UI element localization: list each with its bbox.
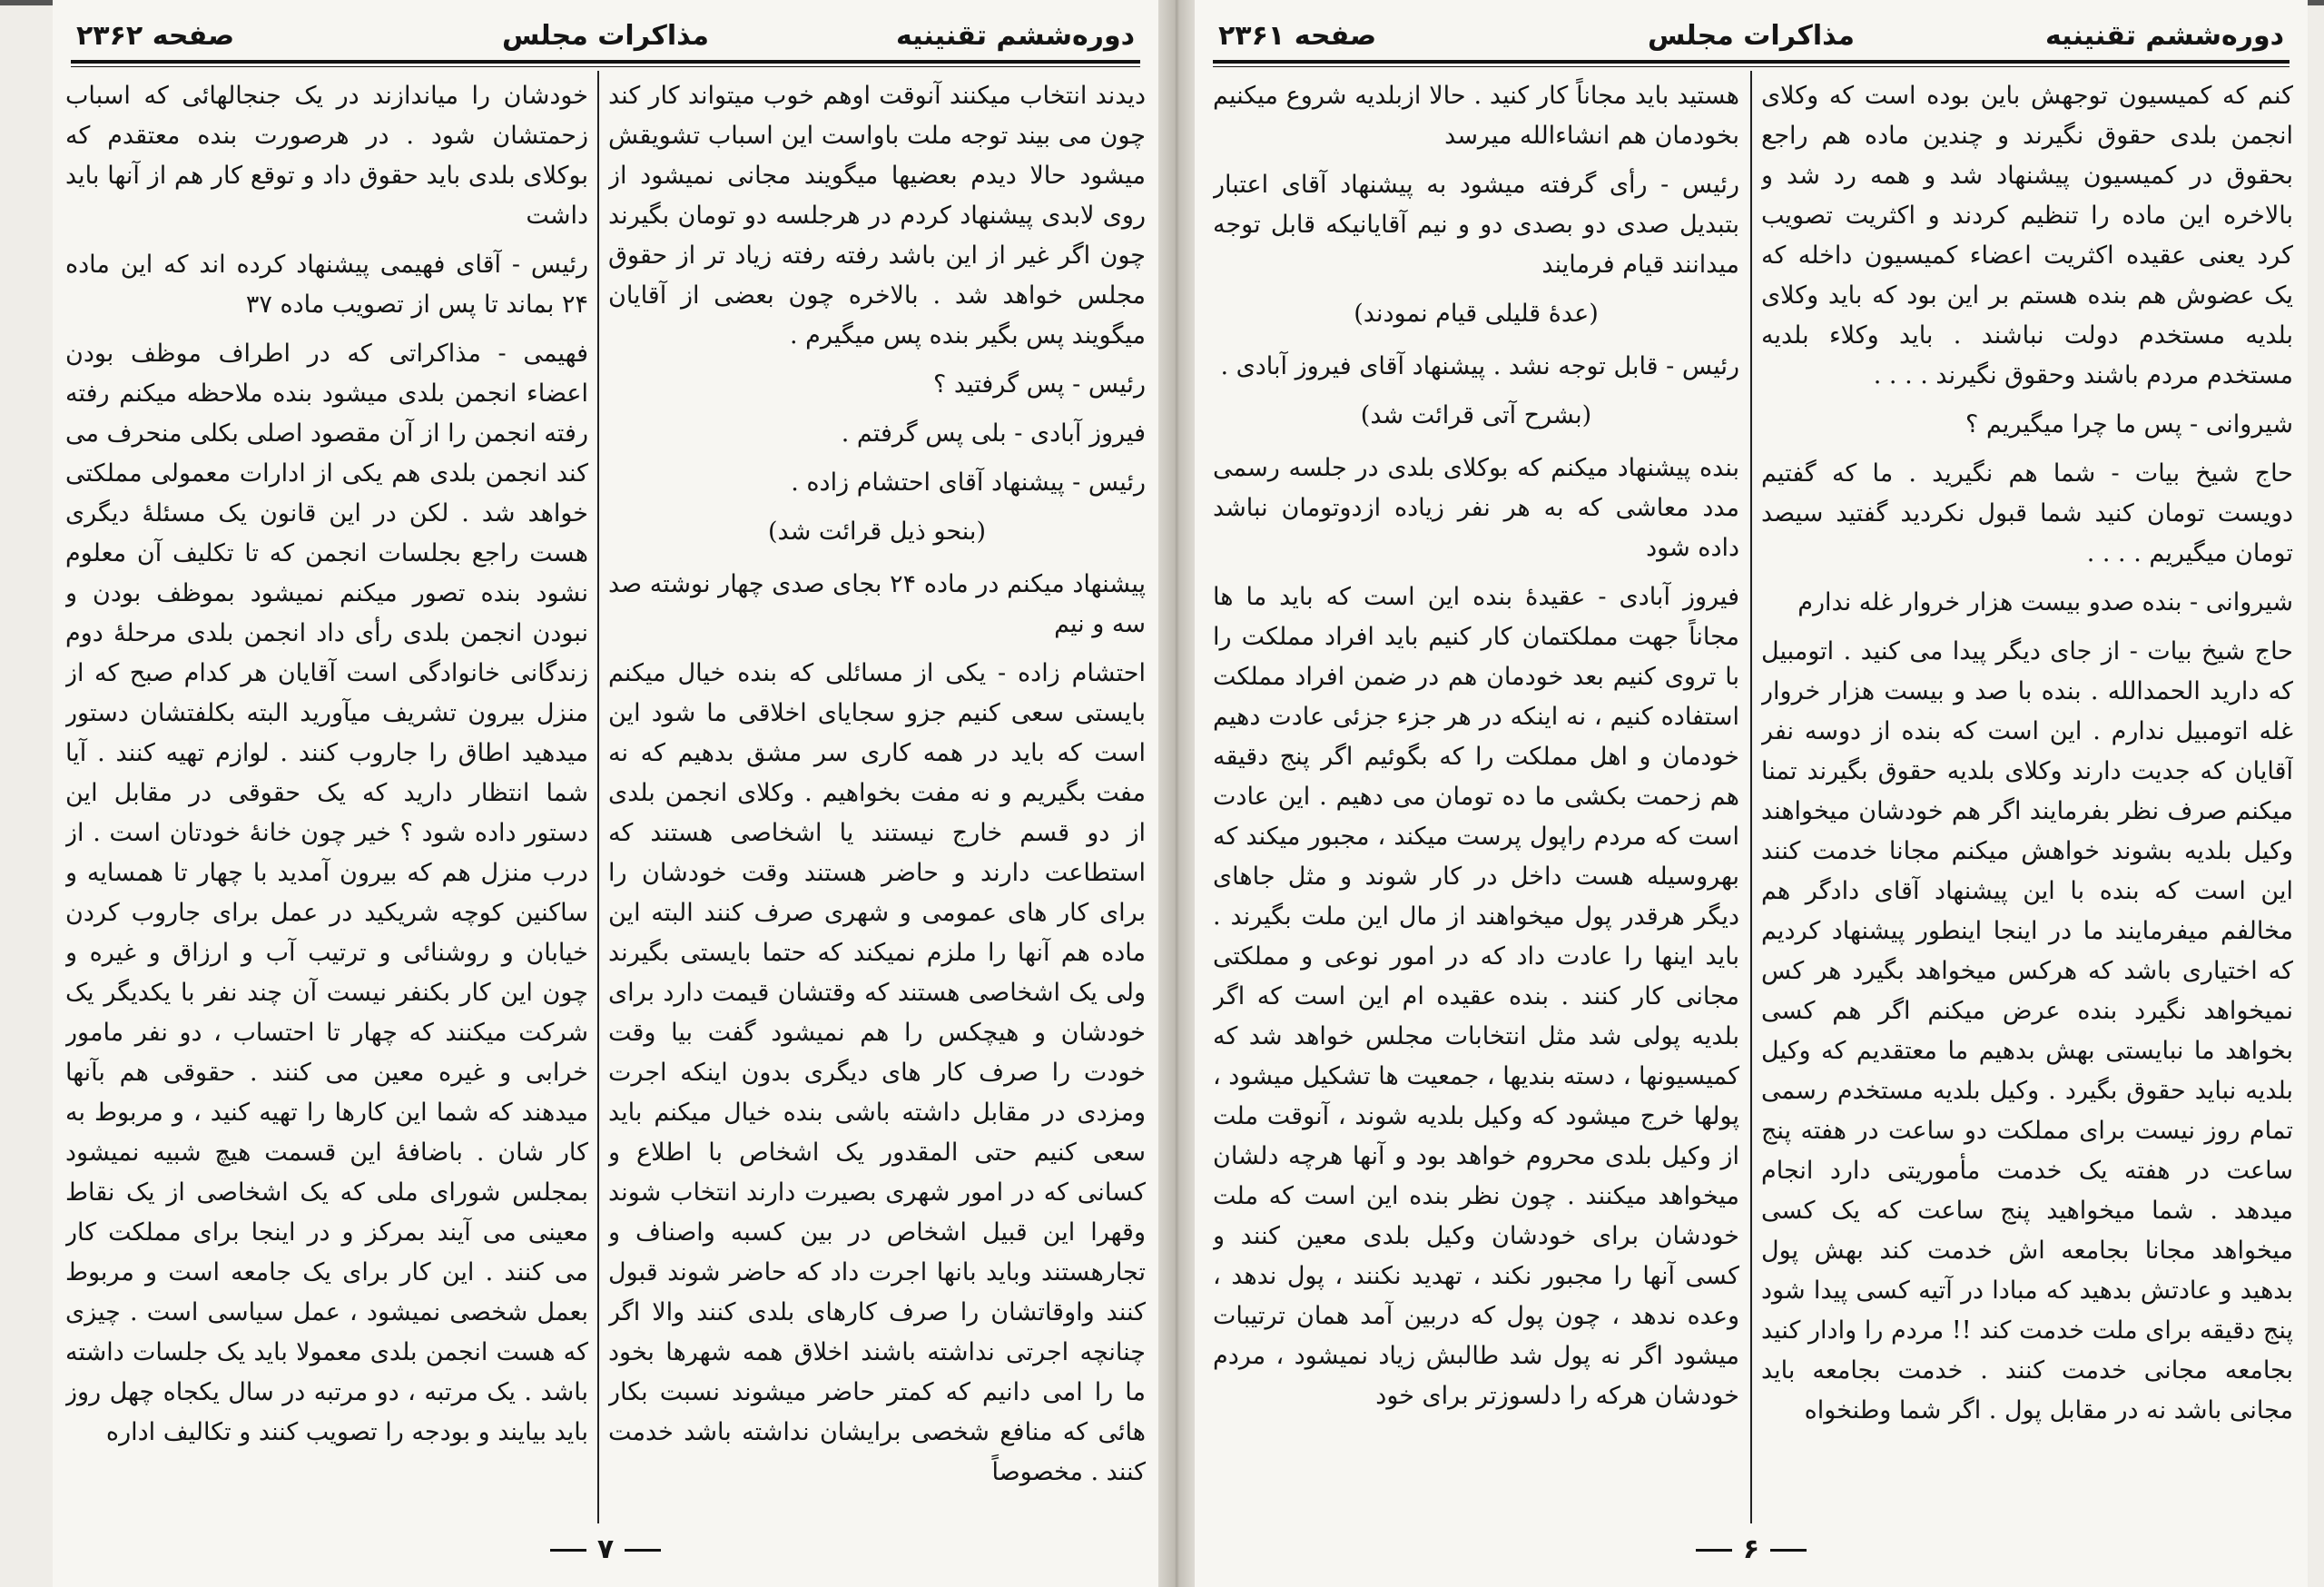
right-page-journal: دوره‌ششم تقنینیه bbox=[2044, 20, 2284, 52]
paragraph: بنده پیشنهاد میکنم که بوکلای بلدی در جلسه رسمی مدد معاشی که به هر نفر زیاده ازدوتومان نباشد داده شود bbox=[1213, 454, 1739, 562]
footer-dash bbox=[1696, 1549, 1732, 1552]
paragraph: رئیس - پیشنهاد آقای احتشام زاده . bbox=[791, 468, 1146, 497]
paragraph: رئیس - پس گرفتید ؟ bbox=[933, 370, 1146, 399]
paragraph: دیدند انتخاب میکنند آنوقت اوهم خوب میتواند کار کند چون می بیند توجه ملت باواست این اسباب تشویقش میشود حالا دیدم بعضیها میگویند مجانی نمیشود از روی لابدی پیشنهاد کردم در هرجلسه دو تومان بگیرند چون اگر غیر از این باشد رفته رفته زیاد تر از حقوق مجلس خواهد شد . بالاخره چون بعضی از آقایان میگویند پس بگیر بنده پس میگیرم . bbox=[608, 82, 1146, 350]
right-page-header bbox=[1213, 16, 2290, 58]
right-page-column-left bbox=[1213, 76, 1739, 1520]
paragraph: فهیمی - مذاکراتی که در اطراف موظف بودن اعضاء انجمن بلدی میشود بنده ملاحظه میکنم رفته رفته انجمن را از آن مقصود اصلی بکلی منحرف می کند انجمن بلدی هم یکی از ادارات معمولی مملکتی خواهد شد . لکن در این قانون یک مسئلهٔ دیگری هست راجع بجلسات انجمن که تا تکلیف آن معلوم نشود بنده تصور میکنم نمیشود بموظف بودن و نبودن انجمن بلدی رأی داد انجمن بلدی مرحلهٔ دوم زندگانی خانوادگی است آقایان هر کدام صبح که از منزل بیرون تشریف میآورید البته بکلفتشان دستور میدهید اطاق را جاروب کنند . لوازم تهیه کنند . آیا شما انتظار دارید که یک حقوقی در مقابل این دستور داده شود ؟ خیر چون خانهٔ خودتان است . از درب منزل هم که بیرون آمدید با چهار تا همسایه و ساکنین کوچه شریکید در عمل برای جاروب کردن خیابان و روشنائی و ترتیب آب و ارزاق و غیره و چون این کار بکنفر نیست آن چند نفر با یکدیگر یک شرکت میکنند که چهار تا احتساب ، دو نفر مامور خرابی و غیره معین می کنند . حقوقی هم بآنها میدهند که شما این کارها را تهیه کنید ، و مربوط به کار شان . باضافهٔ این قسمت هیچ شبیه نمیشود بمجلس شورای ملی که یک اشخاصی از یک نقاط معینی می آیند بمرکز و در اینجا برای مملکت کار می کنند . این کار برای یک جامعه است و مربوط بعمل شخصی نمیشود ، عمل سیاسی است . چیزی که هست انجمن بلدی معمولا باید یک جلسات داشته باشد . یک مرتبه ، دو مرتبه در سال یکجاه چهل روز باید بیایند و بودجه را تصویب کنند و تکالیف اداره bbox=[65, 340, 588, 1446]
right-page-title: مذاکرات مجلس bbox=[1647, 20, 1856, 52]
paragraph: حاج شیخ بیات - از جای دیگر پیدا می کنید . اتومبیل که دارید الحمدالله . بنده با صد و بیست هزار خروار غله اتومبیل ندارم . این است که بنده از دوسه نفر آقایان که جدیت دارند وکلای بلدیه حقوق بگیرند تمنا میکنم صرف نظر بفرمایند اگر هم خودشان میخواهند وکیل بلدیه بشوند خواهش میکنم مجانا خدمت کنند این است که بنده با این پیشنهاد آقای دادگر هم مخالفم میفرمایند ما در اینجا اینطور پیشنهاد کردیم که اختیاری باشد که هرکس میخواهد بگیرد هر کس نمیخواهد نگیرد بنده عرض میکنم اگر هم کسی بخواهد ما نبایستی بهش بدهیم ما معتقدیم که وکیل بلدیه نباید حقوق بگیرد . وکیل بلدیه مستخدم رسمی تمام روز نیست برای مملکت دو ساعت در هفته پنج ساعت در هفته یک خدمت مأموریتی دارد انجام میدهد . شما میخواهید پنج ساعت که یک کسی میخواهد مجانا بجامعه اش خدمت کند بهش پول بدهید و عادتش بدهید که مبادا در آتیه کسی پیدا شود پنج دقیقه برای ملت خدمت کند !! مردم را وادار کنید بجامعه مجانی خدمت کنند . خدمت بجامعه باید مجانی باشد نه در مقابل پول . اگر شما وطنخواه bbox=[1761, 637, 2293, 1424]
paragraph: خودشان را میاندازند در یک جنجالهائی که اسباب زحمتشان شود . در هرصورت بنده معتقدم که بوکلای بلدی باید حقوق داد و توقع کار هم از آنها باید داشت bbox=[65, 82, 588, 230]
paragraph: پیشنهاد میکنم در ماده ۲۴ بجای صدی چهار نوشته صد سه و نیم bbox=[608, 570, 1146, 638]
left-column-divider bbox=[597, 71, 599, 1523]
footer-dash bbox=[1770, 1549, 1807, 1552]
reading-note: (عدهٔ قلیلی قیام نمودند) bbox=[1354, 300, 1599, 328]
left-page-number-label: صفحه ۲۳۶۲ bbox=[76, 20, 235, 52]
footer-dash bbox=[625, 1549, 661, 1552]
left-page-title: مذاکرات مجلس bbox=[501, 20, 710, 52]
left-page-column-right bbox=[608, 76, 1146, 1520]
left-page-header bbox=[71, 16, 1140, 58]
left-page-footer bbox=[53, 1533, 1158, 1565]
right-header-rule bbox=[1213, 60, 2290, 67]
right-page bbox=[1195, 0, 2308, 1587]
paragraph: شیروانی - پس ما چرا میگیریم ؟ bbox=[1965, 410, 2293, 439]
paragraph: رئیس - رأی گرفته میشود به پیشنهاد آقای اعتبار بتبدیل صدی دو بصدی دو و نیم آقایانیکه قابل توجه میدانند قیام فرمایند bbox=[1213, 171, 1739, 279]
right-column-divider bbox=[1750, 71, 1752, 1523]
right-page-footer bbox=[1195, 1533, 2308, 1565]
left-page-footer-number: ۷ bbox=[596, 1533, 615, 1565]
paragraph: حاج شیخ بیات - شما هم نگیرید . ما که گفتیم دویست تومان کنید شما قبول نکردید گفتید سیصد تومان میگیریم . . . . bbox=[1761, 459, 2293, 567]
reading-note: (بشرح آتی قرائت شد) bbox=[1360, 401, 1592, 429]
right-page-footer-number: ۶ bbox=[1742, 1533, 1760, 1565]
paragraph: فیروز آبادی - بلی پس گرفتم . bbox=[841, 419, 1146, 448]
left-page-journal: دوره‌ششم تقنینیه bbox=[895, 20, 1135, 52]
paragraph: احتشام زاده - یکی از مسائلی که بنده خیال میکنم بایستی سعی کنیم جزو سجایای اخلاقی ما شود این است که باید در همه کاری سر مشق بدهیم که نه مفت بگیریم و نه مفت بخواهیم . وکلای انجمن بلدی از دو قسم خارج نیستند یا اشخاصی هستند که استطاعت دارند و حاضر هستند وقت خودشان را برای کار های عمومی و شهری صرف کنند البته این ماده هم آنها را ملزم نمیکند که حتما بایستی بگیرند ولی یک اشخاصی هستند که وقتشان قیمت دارد برای خودشان و هیچکس را هم نمیشود گفت بیا وقت خودت را صرف کار های دیگری بدون اینکه اجرت ومزدی در مقابل داشته باشی بنده خیال میکنم باید سعی کنیم حتی المقدور یک اشخاص با اطلاع و کسانی که در امور شهری بصیرت دارند انتخاب شوند وقهرا این قبیل اشخاص در بین کسبه واصناف و تجارهستند وباید بانها اجرت داد که حاضر شوند قبول کنند واوقاتشان را صرف کارهای بلدی کنند والا اگر چنانچه اجرتی نداشته باشند اخلاق همه شهرها بخود ما را امی دانیم که کمتر حاضر میشوند نسبت بکار هائی که منافع شخصی برایشان نداشته باشد خدمت کنند . مخصوصاً bbox=[608, 659, 1146, 1486]
book-gutter bbox=[1158, 0, 1195, 1587]
paragraph: کنم که کمیسیون توجهش باین بوده است که وکلای انجمن بلدی حقوق نگیرند و چندین ماده هم راجع بحقوق در کمیسیون پیشنهاد شد و همه رد شد و بالاخره این ماده را تنظیم کردند و اکثریت تصویب کرد یعنی عقیده اکثریت اعضاء کمیسیون داخله که یک عضوش هم بنده هستم بر این بود که باید وکلای بلدیه مستخدم دولت نباشند . باید وکلاء بلدیه مستخدم مردم باشند وحقوق نگیرند . . . . bbox=[1761, 82, 2293, 389]
left-header-rule bbox=[71, 60, 1140, 67]
paragraph: هستید باید مجاناً کار کنید . حالا ازبلدیه شروع میکنیم بخودمان هم انشاءالله میرسد bbox=[1213, 82, 1739, 150]
right-page-column-right bbox=[1761, 76, 2293, 1520]
reading-note: (بنحو ذیل قرائت شد) bbox=[768, 518, 986, 546]
left-page-column-left bbox=[65, 76, 588, 1520]
right-page-number-label: صفحه ۲۳۶۱ bbox=[1218, 20, 1377, 52]
paragraph: رئیس - آقای فهیمی پیشنهاد کرده اند که این ماده ۲۴ بماند تا پس از تصویب ماده ۳۷ bbox=[65, 251, 588, 319]
paragraph: فیروز آبادی - عقیدهٔ بنده این است که باید ما ها مجاناً جهت مملکتمان کار کنیم باید افراد مملکت را با تروی کنیم بعد خودمان هم در ضمن افراد مملکت استفاده کنیم ، نه اینکه در هر جزء جزئی عادت دهیم خودمان و اهل مملکت را که بگوئیم اگر پنج دقیقه هم زحمت بکشی ما ده تومان می دهیم . این عادت است که مردم راپول پرست میکند ، مجبور میکند که بهروسیله هست داخل در کار شوند و مثل جاهای دیگر هرقدر پول میخواهند از مال این ملت بگیرند . باید اینها را عادت داد که در امور نوعی و مملکتی مجانی کار کنند . بنده عقیده ام این است که اگر بلدیه پولی شد مثل انتخابات مجلس خواهد شد که کمیسیونها ، دسته بندیها ، جمعیت ها تشکیل میشود ، پولها خرج میشود که وکیل بلدیه شوند ، آنوقت ملت از وکیل بلدی محروم خواهد بود و آنها هرچه دلشان میخواهد میکنند . چون نظر بنده این است که ملت خودشان برای خودشان وکیل بلدی معین کنند و کسی آنها را مجبور نکند ، تهدید نکنند ، پول ندهد ، وعده ندهد ، چون پول که دربین آمد همان ترتیبات میشود اگر نه پول شد طالبش زیاد نمیشود ، مردم خودشان هرکه را دلسوزتر برای خود bbox=[1213, 583, 1739, 1410]
paragraph: شیروانی - بنده صدو بیست هزار خروار غله ندارم bbox=[1797, 588, 2293, 616]
paragraph: رئیس - قابل توجه نشد . پیشنهاد آقای فیروز آبادی . bbox=[1220, 352, 1739, 380]
footer-dash bbox=[550, 1549, 586, 1552]
left-page bbox=[53, 0, 1158, 1587]
